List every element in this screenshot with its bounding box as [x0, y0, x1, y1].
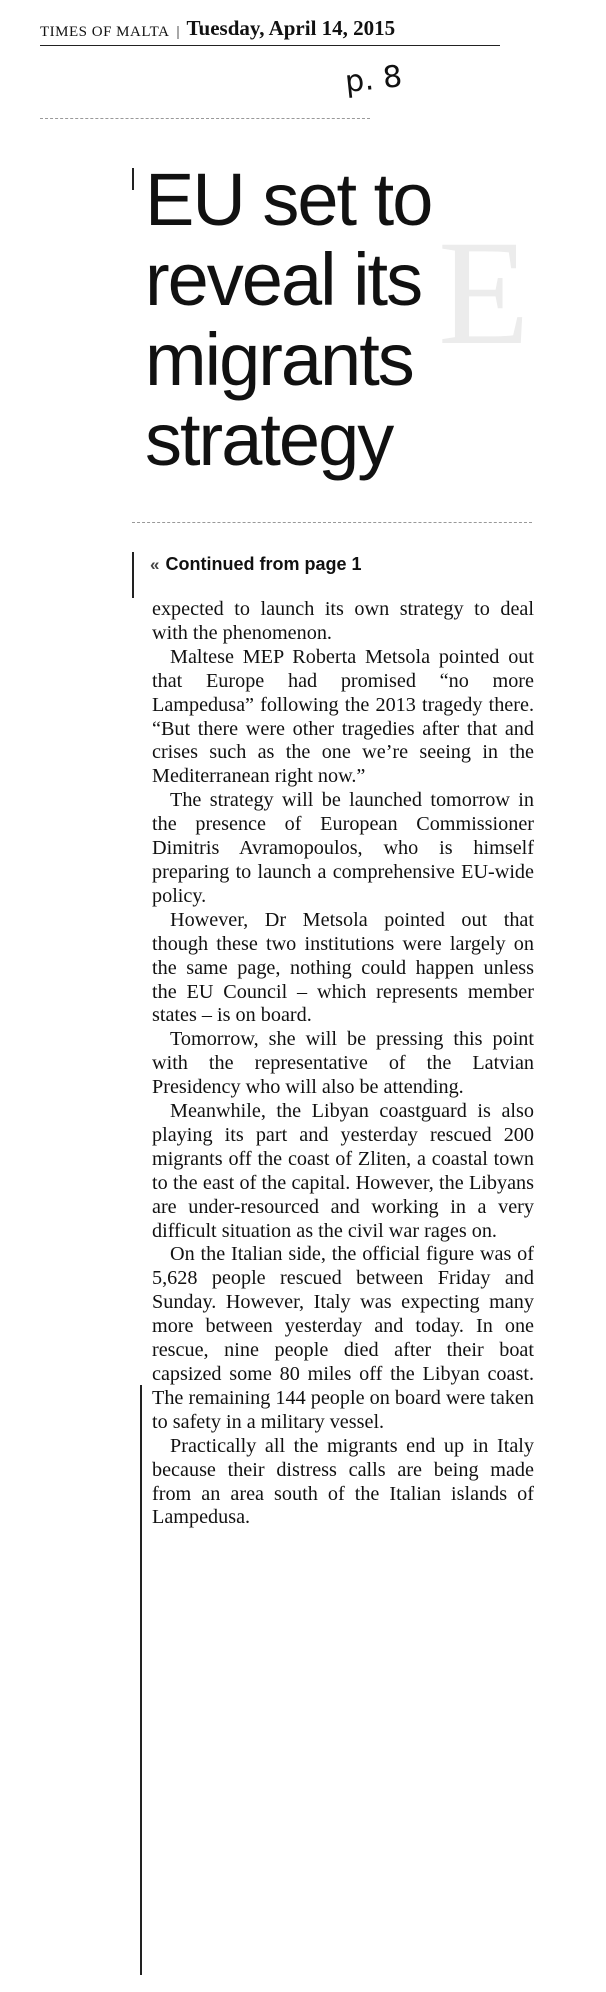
publication-date: Tuesday, April 14, 2015	[186, 16, 396, 40]
headline-rule	[132, 168, 134, 190]
continued-line	[150, 554, 361, 575]
publication-name: TIMES OF MALTA	[40, 24, 170, 40]
column-rule-top	[132, 552, 134, 598]
paragraph: Practically all the migrants end up in Italy because their distress calls are being made from an area south of the Italian islands of Lampedusa.	[152, 1434, 534, 1529]
masthead	[40, 12, 500, 46]
headline-divider	[132, 522, 532, 523]
paragraph: The strategy will be launched tomorrow in the presence of European Commissioner Dimitris Avramopoulos, who is himself preparing to launch a comprehensive EU-wide policy.	[152, 789, 534, 907]
paragraph: Maltese MEP Roberta Metsola pointed out that Europe had promised “no more Lampedusa” following the 2013 tragedy there. “But there were other tragedies after that and crises such as the one we’re seeing in the Mediterranean right now.”	[152, 645, 534, 788]
continued-arrows-icon: «	[150, 555, 160, 574]
bleed-through-shadow: E	[438, 210, 530, 376]
headline: EU set to reveal its migrants strategy	[145, 158, 432, 481]
column-rule-bottom	[140, 1385, 142, 1975]
paragraph: Tomorrow, she will be pressing this point with the representative of the Latvian Presidency who will also be attending.	[152, 1028, 534, 1099]
paragraph: On the Italian side, the official figure was of 5,628 people rescued between Friday and Sunday. However, Italy was expecting many more between yesterday and today. In one rescue, nine people died after their boat capsized some 80 miles off the Libyan coast. The remaining 144 people on board were taken to safety in a military vessel.	[152, 1243, 534, 1433]
continued-label: Continued from page 1	[165, 554, 362, 574]
handwritten-page-note: p. 8	[343, 59, 404, 100]
masthead-separator: |	[176, 24, 180, 40]
scan-divider	[40, 118, 370, 119]
paragraph: expected to launch its own strategy to deal with the phenomenon.	[152, 598, 534, 644]
paragraph: However, Dr Metsola pointed out that though these two institutions were largely on the same page, nothing could happen unless the EU Council – which represents member states – is on board.	[152, 908, 534, 1027]
paragraph: Meanwhile, the Libyan coastguard is also playing its part and yesterday rescued 200 migrants off the coast of Zliten, a coastal town to the east of the capital. However, the Libyans are under-resourced and working in a very difficult situation as the civil war rages on.	[152, 1100, 534, 1242]
article-body	[152, 598, 534, 1530]
